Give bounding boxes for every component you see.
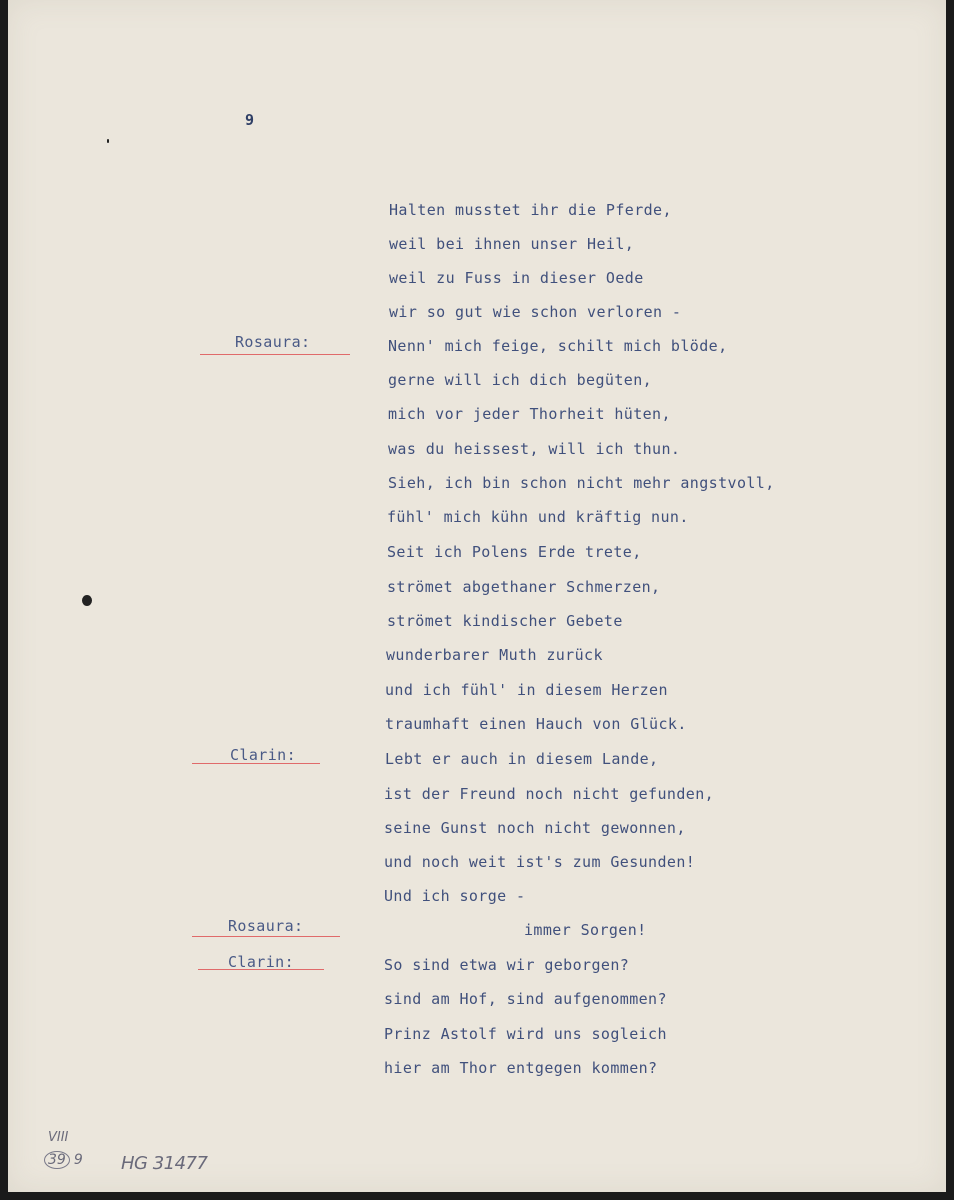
speaker-label: Rosaura: bbox=[228, 917, 304, 935]
verse-line: was du heissest, will ich thun. bbox=[388, 440, 681, 458]
verse-line: fühl' mich kühn und kräftig nun. bbox=[387, 508, 689, 526]
verse-line: Prinz Astolf wird uns sogleich bbox=[384, 1025, 667, 1043]
verse-line: immer Sorgen! bbox=[524, 921, 647, 939]
verse-line: weil zu Fuss in dieser Oede bbox=[389, 269, 644, 287]
inventory-number: HG 31477 bbox=[121, 1153, 208, 1174]
verse-line: sind am Hof, sind aufgenommen? bbox=[384, 990, 667, 1008]
verse-line: weil bei ihnen unser Heil, bbox=[389, 235, 635, 253]
ink-spot bbox=[82, 595, 92, 606]
verse-line: wir so gut wie schon verloren - bbox=[389, 303, 682, 321]
folio-suffix: 9 bbox=[73, 1152, 83, 1168]
speaker-label: Clarin: bbox=[228, 953, 295, 971]
speaker-underline bbox=[198, 969, 324, 970]
archive-roman-numeral: VIII bbox=[48, 1130, 69, 1145]
verse-line: mich vor jeder Thorheit hüten, bbox=[388, 405, 671, 423]
verse-line: traumhaft einen Hauch von Glück. bbox=[385, 715, 687, 733]
verse-line: So sind etwa wir geborgen? bbox=[384, 956, 630, 974]
speaker-label: Rosaura: bbox=[235, 333, 311, 351]
verse-line: Seit ich Polens Erde trete, bbox=[387, 543, 642, 561]
verse-line: Lebt er auch in diesem Lande, bbox=[385, 750, 659, 768]
ink-tick bbox=[107, 139, 109, 143]
speaker-label: Clarin: bbox=[230, 746, 297, 764]
document-page bbox=[8, 0, 946, 1192]
verse-line: strömet kindischer Gebete bbox=[387, 612, 623, 630]
page-number: 9 bbox=[245, 111, 255, 129]
verse-line: seine Gunst noch nicht gewonnen, bbox=[384, 819, 686, 837]
speaker-underline bbox=[192, 936, 340, 937]
archive-folio bbox=[44, 1151, 83, 1169]
speaker-underline bbox=[192, 763, 320, 764]
verse-line: Halten musstet ihr die Pferde, bbox=[389, 201, 672, 219]
circled-folio-number: 39 bbox=[44, 1151, 70, 1169]
verse-line: gerne will ich dich begüten, bbox=[388, 371, 653, 389]
verse-line: und noch weit ist's zum Gesunden! bbox=[384, 853, 696, 871]
verse-line: Und ich sorge - bbox=[384, 887, 526, 905]
verse-line: und ich fühl' in diesem Herzen bbox=[385, 681, 668, 699]
verse-line: strömet abgethaner Schmerzen, bbox=[387, 578, 661, 596]
speaker-underline bbox=[200, 354, 350, 355]
verse-line: hier am Thor entgegen kommen? bbox=[384, 1059, 658, 1077]
verse-line: ist der Freund noch nicht gefunden, bbox=[384, 785, 715, 803]
verse-line: Nenn' mich feige, schilt mich blöde, bbox=[388, 337, 728, 355]
verse-line: Sieh, ich bin schon nicht mehr angstvoll, bbox=[388, 474, 775, 492]
verse-line: wunderbarer Muth zurück bbox=[386, 646, 603, 664]
